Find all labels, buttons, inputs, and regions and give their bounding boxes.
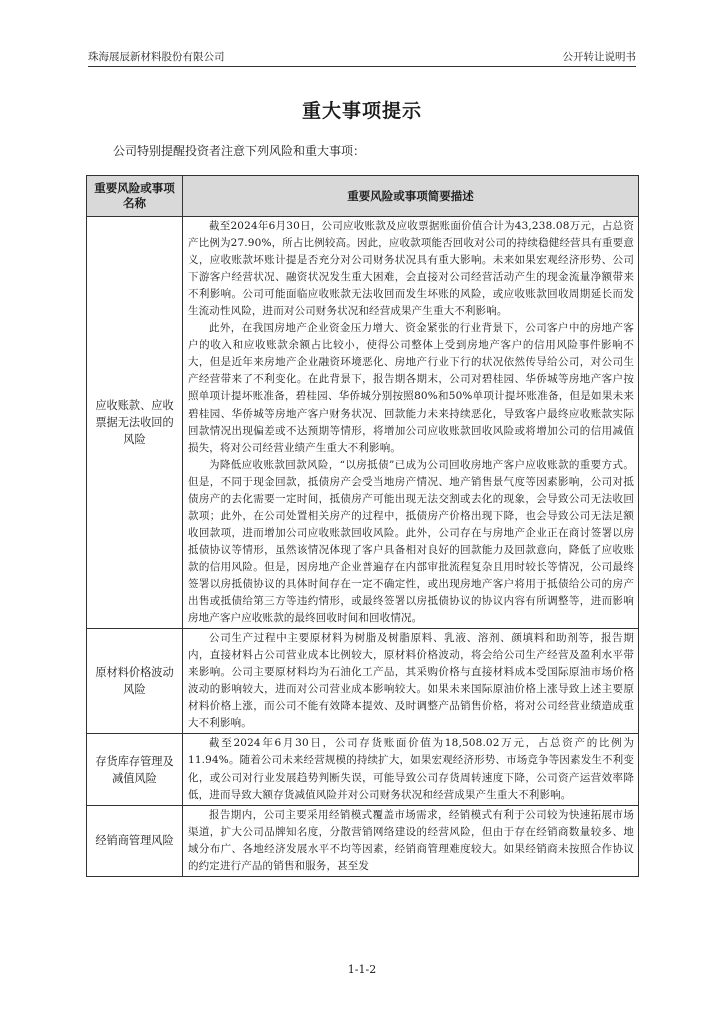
risk-description — [183, 734, 639, 805]
risk-name: 应收账款、应收票据无法收回的风险 — [87, 217, 183, 629]
risk-paragraph: 截至2024年6月30日，公司应收账款及应收票据账面价值合计为43,238.08万元，占总资产比例为27.90%，所占比例较高。因此，应收款项能否回收对公司的持续稳健经营具有重要意义，应收账款坏账计提是否充分对公司财务状况具有重大影响。未来如果宏观经济形势、公司下游客户经营状况、融资状况发生重大困难，会直接对公司经营活动产生的现金流量净额带来不利影响。公司可能面临应收账款无法收回而发生坏账的风险，或应收账款回收周期延长而发生流动性风险，进而对公司财务状况和经营成果产生重大不利影响。 — [188, 220, 634, 318]
page-title: 重大事项提示 — [301, 100, 422, 122]
table-row — [87, 805, 639, 876]
risk-name: 存货库存管理及减值风险 — [87, 734, 183, 805]
risk-paragraph: 截至2024年6月30日，公司存货账面价值为18,508.02万元，占总资产的比例为11.94%。随着公司未来经营规模的持续扩大，如果宏观经济形势、市场竞争等因素发生不利变化，或公司对行业发展趋势判断失误，可能导致公司存货周转速度下降，公司资产运营效率降低，进而导致大额存货减值风险并对公司财务状况和经营成果产生重大不利影响。 — [188, 737, 634, 801]
page-number: 1-1-2 — [347, 963, 377, 976]
risk-name: 经销商管理风险 — [87, 805, 183, 876]
risk-description — [183, 629, 639, 734]
header-company-name: 珠海展辰新材料股份有限公司 — [88, 51, 225, 63]
risk-paragraph: 公司生产过程中主要原材料为树脂及树脂原料、乳液、溶剂、颜填料和助剂等，报告期内，直接材料占公司营业成本比例较大，原材料价格波动，将会给公司生产经营及盈利水平带来影响。公司主要原材料均为石油化工产品，其采购价格与直接材料成本受国际原油市场价格波动的影响较大，进而对公司营业成本影响较大。如果未来国际原油价格上涨导致上述主要原材料价格上涨，而公司不能有效降本提效、及时调整产品销售价格，将对公司经营业绩造成重大不利影响。 — [188, 632, 634, 730]
risk-description — [183, 805, 639, 876]
risk-paragraph: 报告期内，公司主要采用经销模式覆盖市场需求，经销模式有利于公司较为快速拓展市场渠道，扩大公司品牌知名度，分散营销网络建设的经营风险，但由于存在经销商数量较多、地域分布广、各地经济发展水平不均等因素，经销商管理难度较大。如果经销商未按照合作协议的约定进行产品的销售和服务，甚至发 — [188, 808, 634, 872]
table-row — [87, 734, 639, 805]
table-header-row — [87, 176, 639, 217]
intro-text: 公司特别提醒投资者注意下列风险和重大事项： — [113, 144, 366, 158]
risk-table — [86, 175, 639, 877]
column-header-risk-description: 重要风险或事项简要描述 — [183, 176, 639, 217]
risk-description — [183, 217, 639, 629]
header-document-type: 公开转让说明书 — [562, 51, 636, 63]
risk-paragraph: 为降低应收账款回款风险，“以房抵债”已成为公司回收房地产客户应收账款的重要方式。但是，不同于现金回款，抵债房产会受当地房产情况、地产销售景气度等因素影响，公司对抵债房产的去化需要一定时间，抵债房产可能出现无法交割或去化的现象，会导致公司无法收回款项；此外，在公司处置相关房产的过程中，抵债房产价格出现下降，也会导致公司无法足额收回款项，进而增加公司应收账款回收风险。此外，公司存在与房地产企业正在商讨签署以房抵债协议等情形，虽然该情况体现了客户具备相对良好的回款能力及回款意向，降低了应收账款的信用风险。但是，因房地产企业普遍存在内部审批流程复杂且用时较长等情况，公司最终签署以房抵债协议的具体时间存在一定不确定性，或出现房地产客户将用于抵债给公司的房产出售或抵债给第三方等违约情形，或最终签署以房抵债协议的协议内容有所调整等，进而影响房地产客户应收账款的最终回收时间和回收情况。 — [188, 458, 634, 625]
risk-name: 原材料价格波动风险 — [87, 629, 183, 734]
table-row — [87, 217, 639, 629]
table-row — [87, 629, 639, 734]
page-footer — [0, 963, 724, 976]
page-header — [88, 50, 636, 67]
risk-paragraph: 此外，在我国房地产企业资金压力增大、资金紧张的行业背景下，公司客户中的房地产客户的收入和应收账款余额占比较小，使得公司整体上受到房地产客户的信用风险事件影响不大，但是近年来房地产企业融资环境恶化、房地产行业下行的状况依然传导给公司，对公司生产经营带来了不利变化。在此背景下，报告期各期末，公司对碧桂园、华侨城等房地产客户按照单项计提坏账准备，碧桂园、华侨城分别按照80%和50%单项计提坏账准备，但是如果未来碧桂园、华侨城等房地产客户财务状况、回款能力未来持续恶化，导致客户最终应收账款实际回款情况出现偏差或不达预期等情形，将增加公司应收账款回收风险或将增加公司的信用减值损失，将对公司经营业绩产生重大不利影响。 — [188, 322, 634, 454]
column-header-risk-name: 重要风险或事项名称 — [87, 176, 183, 217]
